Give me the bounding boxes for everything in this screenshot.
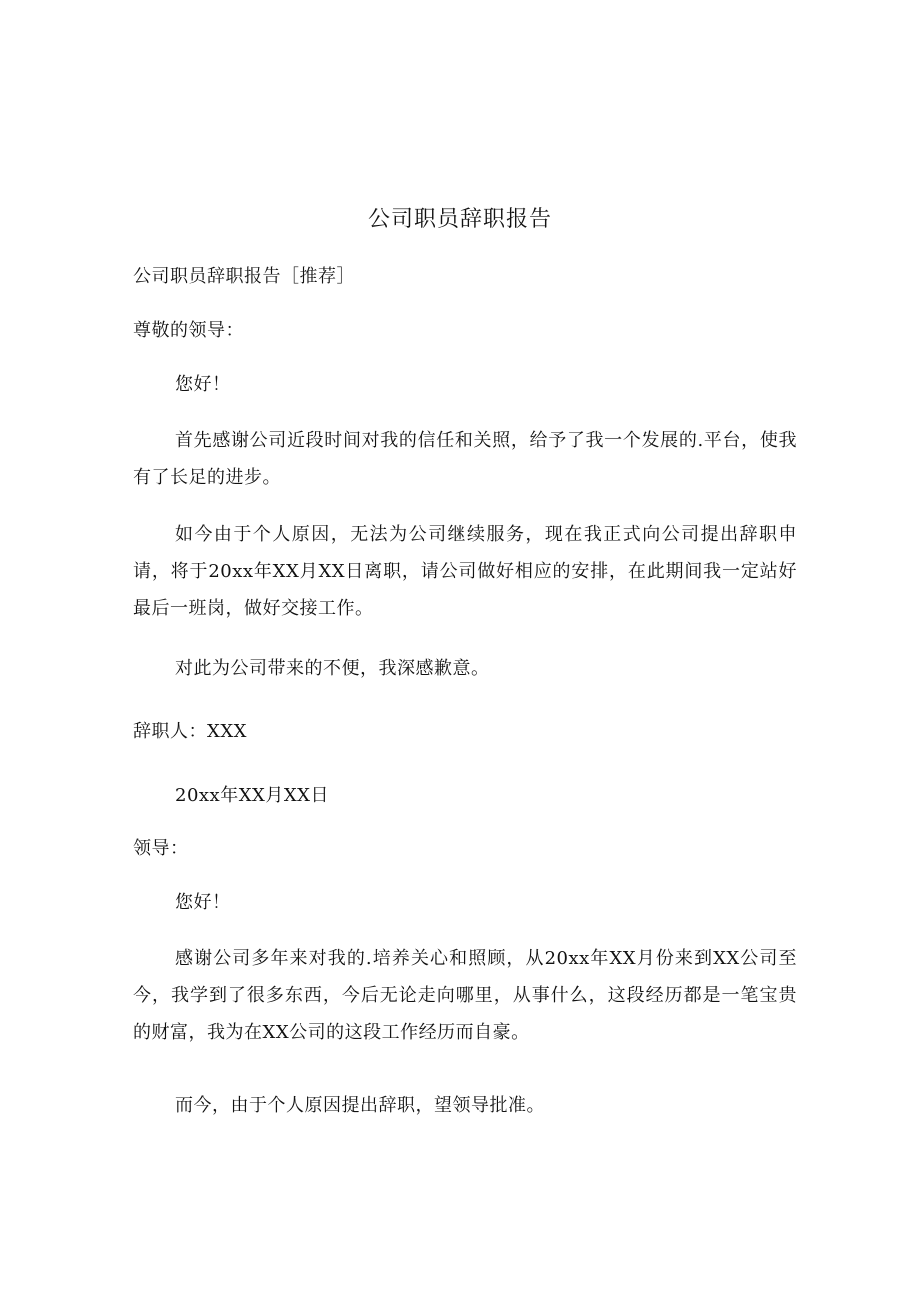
letter2-paragraph-1: 感谢公司多年来对我的.培养关心和照顾，从20xx年XX月份来到XX公司至今，我学到了很多东西，今后无论走向哪里，从事什么，这段经历都是一笔宝贵的财富，我为在XX公司的这段工作经历而自豪。 <box>133 948 797 1043</box>
letter1-salutation: 尊敬的领导： <box>133 320 244 341</box>
letter1-greeting: 您好！ <box>175 374 231 395</box>
document-title: 公司职员辞职报告 <box>367 207 552 232</box>
document-subtitle: 公司职员辞职报告［推荐］ <box>133 266 355 287</box>
letter2-salutation: 领导： <box>133 838 189 859</box>
letter2-paragraph-2: 而今，由于个人原因提出辞职，望领导批准。 <box>175 1095 545 1116</box>
letter1-date: 20xx年XX月XX日 <box>175 785 329 806</box>
letter1-signature: 辞职人：XXX <box>133 721 247 742</box>
letter1-paragraph-3: 对此为公司带来的不便，我深感歉意。 <box>175 658 490 679</box>
letter1-paragraph-2: 如今由于个人原因，无法为公司继续服务，现在我正式向公司提出辞职申请，将于20xx年XX月XX日离职，请公司做好相应的安排，在此期间我一定站好最后一班岗，做好交接工作。 <box>133 524 797 619</box>
letter1-paragraph-1: 首先感谢公司近段时间对我的信任和关照，给予了我一个发展的.平台，使我有了长足的进步。 <box>133 430 797 488</box>
letter2-greeting: 您好！ <box>175 892 231 913</box>
